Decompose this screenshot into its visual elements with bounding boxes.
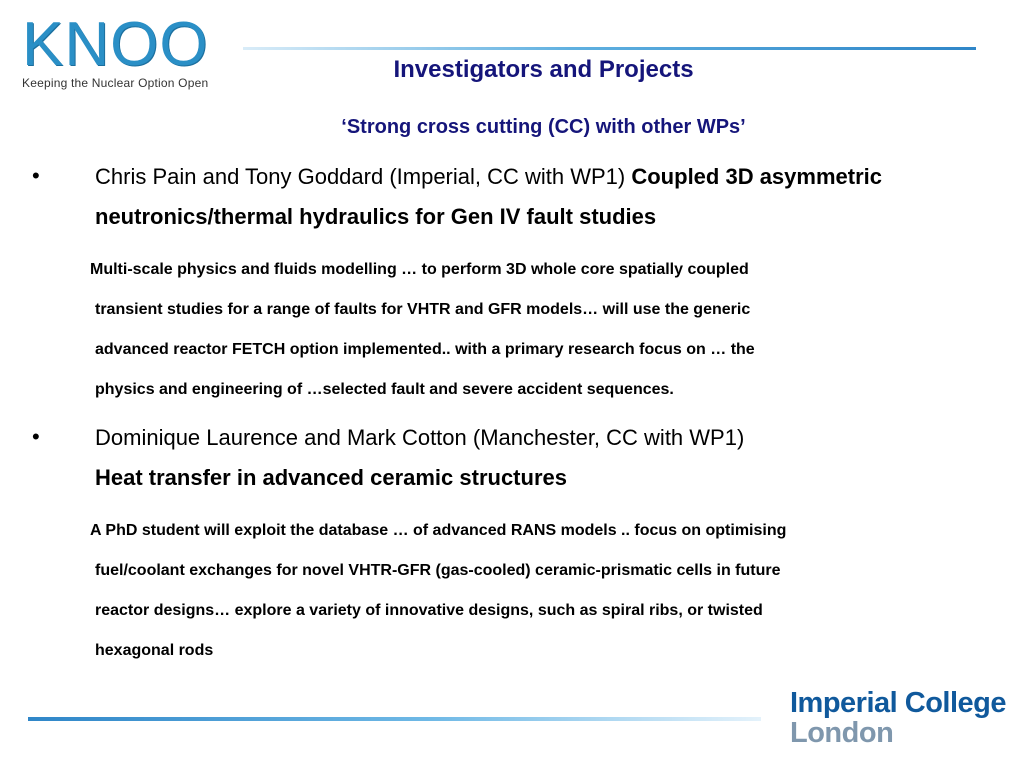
bullet-marker: • [32,163,40,188]
knoo-logo-word: KNOO [22,10,209,79]
description-line: reactor designs… explore a variety of innovative designs, such as spiral ribs, or twisted [95,602,763,619]
investigator-names: Dominique Laurence and Mark Cotton (Manchester, CC with WP1) [95,425,745,450]
description-line: Multi-scale physics and fluids modelling … to perform 3D whole core spatially coupled [90,261,749,278]
knoo-logo-tagline: Keeping the Nuclear Option Open [22,76,209,90]
description-line: advanced reactor FETCH option implemented.. with a primary research focus on … the [95,341,755,358]
description-line: hexagonal rods [95,642,214,659]
description-line: A PhD student will exploit the database … of advanced RANS models .. focus on optimising [90,522,787,539]
description-line: physics and engineering of …selected fault and severe accident sequences. [95,381,674,398]
bottom-divider [28,717,761,721]
description-line: transient studies for a range of faults for VHTR and GFR models… will use the generic [95,301,751,318]
imperial-college-logo [790,688,1006,748]
investigator-names: Chris Pain and Tony Goddard (Imperial, CC with WP1) [95,164,632,189]
description-line: fuel/coolant exchanges for novel VHTR-GFR (gas-cooled) ceramic-prismatic cells in future [95,562,781,579]
investigator-item [95,418,975,498]
slide-title: Investigators and Projects [393,56,694,83]
project-description [92,511,982,671]
top-divider [243,47,976,50]
project-title: Coupled 3D asymmetric neutronics/thermal hydraulics for Gen IV fault studies [95,164,882,229]
slide-subtitle: ‘Strong cross cutting (CC) with other WPs’ [341,116,746,138]
project-description [92,250,982,410]
investigator-item [95,157,975,237]
imperial-logo-line1: Imperial College [790,687,1007,719]
project-title: Heat transfer in advanced ceramic structures [95,465,567,490]
imperial-logo-line2: London [790,717,894,749]
bullet-marker: • [32,424,40,449]
